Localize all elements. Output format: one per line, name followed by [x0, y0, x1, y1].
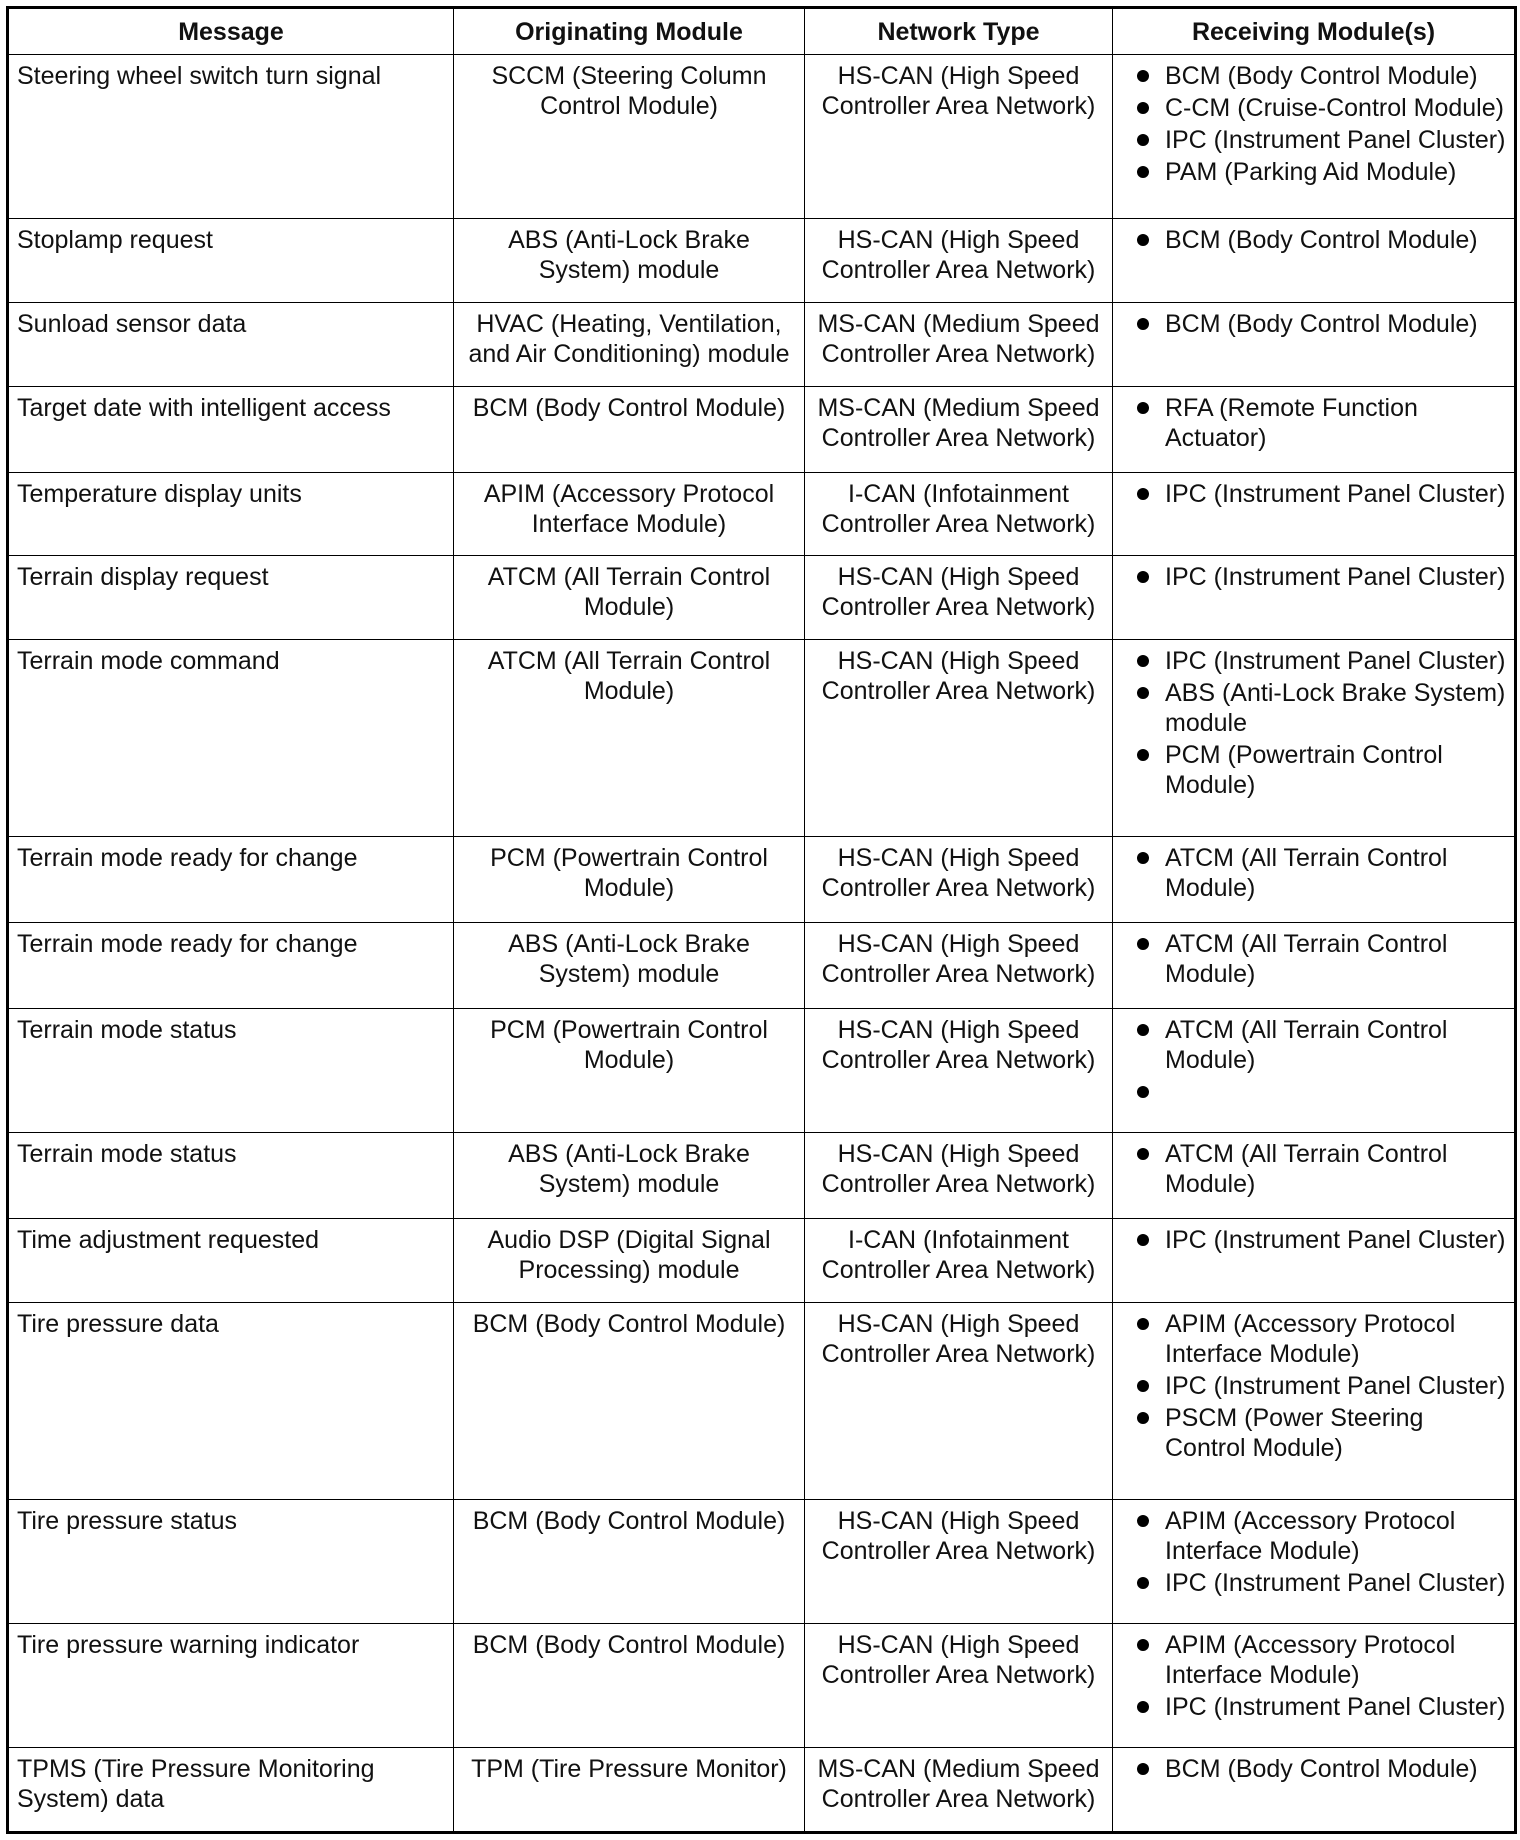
originating-module-cell: BCM (Body Control Module): [454, 1303, 805, 1500]
message-cell: Terrain mode ready for change: [8, 923, 454, 1009]
receiving-modules-cell: [1113, 837, 1516, 923]
receiving-module-item: [1121, 61, 1506, 91]
receiving-module-list: [1121, 309, 1506, 339]
table-row: [8, 1500, 1516, 1624]
receiving-module-label: IPC (Instrument Panel Cluster): [1165, 647, 1506, 676]
receiving-module-label: APIM (Accessory Protocol Interface Module): [1165, 1631, 1456, 1690]
receiving-module-list: [1121, 562, 1506, 592]
network-type-cell: MS-CAN (Medium Speed Controller Area Network): [805, 1747, 1113, 1832]
receiving-module-list: [1121, 1225, 1506, 1255]
bullet-icon: [1137, 134, 1149, 146]
message-cell: Terrain mode status: [8, 1133, 454, 1219]
bullet-icon: [1137, 1577, 1149, 1589]
network-type-cell: HS-CAN (High Speed Controller Area Network): [805, 837, 1113, 923]
originating-module-cell: BCM (Body Control Module): [454, 1624, 805, 1748]
receiving-modules-cell: [1113, 55, 1516, 219]
receiving-module-list: [1121, 1506, 1506, 1598]
receiving-module-item: [1121, 1309, 1506, 1369]
receiving-modules-cell: [1113, 1303, 1516, 1500]
message-cell: Time adjustment requested: [8, 1219, 454, 1303]
originating-module-cell: PCM (Powertrain Control Module): [454, 1009, 805, 1133]
receiving-module-item: [1121, 1139, 1506, 1199]
bullet-icon: [1137, 749, 1149, 761]
receiving-module-item: [1121, 393, 1506, 453]
receiving-module-label: IPC (Instrument Panel Cluster): [1165, 1226, 1506, 1255]
table-row: [8, 386, 1516, 472]
receiving-module-label: IPC (Instrument Panel Cluster): [1165, 563, 1506, 592]
network-type-cell: HS-CAN (High Speed Controller Area Network): [805, 55, 1113, 219]
message-cell: Tire pressure status: [8, 1500, 454, 1624]
receiving-module-list: [1121, 1139, 1506, 1199]
network-type-cell: HS-CAN (High Speed Controller Area Network): [805, 1303, 1113, 1500]
originating-module-cell: HVAC (Heating, Ventilation, and Air Conditioning) module: [454, 302, 805, 386]
bullet-icon: [1137, 102, 1149, 114]
receiving-module-item: [1121, 1568, 1506, 1598]
network-type-cell: HS-CAN (High Speed Controller Area Network): [805, 1624, 1113, 1748]
receiving-module-item: [1121, 93, 1506, 123]
receiving-module-label: PAM (Parking Aid Module): [1165, 158, 1457, 186]
receiving-module-item: [1121, 678, 1506, 738]
table-row: [8, 302, 1516, 386]
bullet-icon: [1137, 687, 1149, 699]
table-row: [8, 55, 1516, 219]
receiving-module-item: [1121, 125, 1506, 155]
receiving-module-item: [1121, 1630, 1506, 1690]
message-cell: Target date with intelligent access: [8, 386, 454, 472]
message-cell: Terrain display request: [8, 556, 454, 640]
message-cell: Stoplamp request: [8, 218, 454, 302]
receiving-module-label: APIM (Accessory Protocol Interface Module): [1165, 1507, 1456, 1566]
receiving-modules-cell: [1113, 556, 1516, 640]
message-cell: Terrain mode command: [8, 640, 454, 837]
receiving-module-label: PSCM (Power Steering Control Module): [1165, 1404, 1424, 1463]
message-cell: Tire pressure warning indicator: [8, 1624, 454, 1748]
table-row: [8, 1219, 1516, 1303]
bullet-icon: [1137, 1234, 1149, 1246]
message-cell: Steering wheel switch turn signal: [8, 55, 454, 219]
receiving-module-list: [1121, 393, 1506, 453]
receiving-module-label: ABS (Anti-Lock Brake System) module: [1165, 679, 1506, 738]
receiving-module-item: [1121, 1077, 1506, 1107]
network-message-table: [6, 6, 1517, 1834]
table-row: [8, 472, 1516, 556]
network-type-cell: MS-CAN (Medium Speed Controller Area Network): [805, 302, 1113, 386]
table-row: [8, 1747, 1516, 1832]
table-row: [8, 1303, 1516, 1500]
receiving-module-list: [1121, 225, 1506, 255]
receiving-module-label: BCM (Body Control Module): [1165, 62, 1478, 90]
network-type-cell: HS-CAN (High Speed Controller Area Network): [805, 218, 1113, 302]
header-originating-module: Originating Module: [454, 8, 805, 55]
receiving-module-label: IPC (Instrument Panel Cluster): [1165, 126, 1506, 154]
bullet-icon: [1137, 1515, 1149, 1527]
network-type-cell: HS-CAN (High Speed Controller Area Network): [805, 640, 1113, 837]
network-type-cell: HS-CAN (High Speed Controller Area Network): [805, 923, 1113, 1009]
receiving-modules-cell: [1113, 640, 1516, 837]
receiving-modules-cell: [1113, 1624, 1516, 1748]
originating-module-cell: PCM (Powertrain Control Module): [454, 837, 805, 923]
receiving-module-label: BCM (Body Control Module): [1165, 1754, 1478, 1783]
bullet-icon: [1137, 318, 1149, 330]
originating-module-cell: ATCM (All Terrain Control Module): [454, 556, 805, 640]
receiving-module-label: C-CM (Cruise-Control Module): [1165, 94, 1504, 122]
header-row: [8, 8, 1516, 55]
receiving-module-list: [1121, 646, 1506, 800]
receiving-module-list: [1121, 1630, 1506, 1722]
receiving-module-item: [1121, 1015, 1506, 1075]
header-message: Message: [8, 8, 454, 55]
message-cell: Terrain mode status: [8, 1009, 454, 1133]
receiving-module-label: PCM (Powertrain Control Module): [1165, 741, 1443, 800]
originating-module-cell: TPM (Tire Pressure Monitor): [454, 1747, 805, 1832]
bullet-icon: [1137, 1412, 1149, 1424]
receiving-module-list: [1121, 61, 1506, 187]
bullet-icon: [1137, 938, 1149, 950]
receiving-module-item: [1121, 479, 1506, 509]
receiving-module-list: [1121, 1015, 1506, 1107]
bullet-icon: [1137, 571, 1149, 583]
originating-module-cell: ABS (Anti-Lock Brake System) module: [454, 218, 805, 302]
table-row: [8, 640, 1516, 837]
message-cell: Sunload sensor data: [8, 302, 454, 386]
receiving-module-item: [1121, 225, 1506, 255]
header-network-type: Network Type: [805, 8, 1113, 55]
network-type-cell: I-CAN (Infotainment Controller Area Network): [805, 1219, 1113, 1303]
originating-module-cell: BCM (Body Control Module): [454, 1500, 805, 1624]
receiving-module-item: [1121, 1754, 1506, 1784]
bullet-icon: [1137, 1318, 1149, 1330]
table-row: [8, 1009, 1516, 1133]
network-type-cell: HS-CAN (High Speed Controller Area Network): [805, 556, 1113, 640]
receiving-modules-cell: [1113, 1500, 1516, 1624]
header-receiving-modules: Receiving Module(s): [1113, 8, 1516, 55]
network-type-cell: MS-CAN (Medium Speed Controller Area Network): [805, 386, 1113, 472]
receiving-module-label: IPC (Instrument Panel Cluster): [1165, 1569, 1506, 1598]
receiving-module-label: IPC (Instrument Panel Cluster): [1165, 1693, 1506, 1722]
network-type-cell: HS-CAN (High Speed Controller Area Network): [805, 1500, 1113, 1624]
originating-module-cell: SCCM (Steering Column Control Module): [454, 55, 805, 219]
receiving-module-item: [1121, 157, 1506, 187]
message-cell: Tire pressure data: [8, 1303, 454, 1500]
originating-module-cell: APIM (Accessory Protocol Interface Module): [454, 472, 805, 556]
receiving-module-item: [1121, 929, 1506, 989]
receiving-module-label: BCM (Body Control Module): [1165, 309, 1478, 338]
receiving-module-list: [1121, 929, 1506, 989]
table-row: [8, 556, 1516, 640]
network-type-cell: HS-CAN (High Speed Controller Area Network): [805, 1009, 1113, 1133]
table-row: [8, 1624, 1516, 1748]
receiving-module-item: [1121, 646, 1506, 676]
table-row: [8, 1133, 1516, 1219]
bullet-icon: [1137, 1148, 1149, 1160]
receiving-modules-cell: [1113, 1219, 1516, 1303]
table-row: [8, 923, 1516, 1009]
receiving-module-list: [1121, 1754, 1506, 1784]
receiving-module-list: [1121, 479, 1506, 509]
bullet-icon: [1137, 655, 1149, 667]
receiving-module-item: [1121, 1225, 1506, 1255]
receiving-module-item: [1121, 1692, 1506, 1722]
bullet-icon: [1137, 1763, 1149, 1775]
receiving-module-label: ATCM (All Terrain Control Module): [1165, 844, 1448, 903]
receiving-module-label: ATCM (All Terrain Control Module): [1165, 930, 1448, 989]
receiving-modules-cell: [1113, 472, 1516, 556]
receiving-modules-cell: [1113, 302, 1516, 386]
receiving-module-label: IPC (Instrument Panel Cluster): [1165, 1372, 1506, 1401]
receiving-module-item: [1121, 309, 1506, 339]
receiving-modules-cell: [1113, 386, 1516, 472]
originating-module-cell: ABS (Anti-Lock Brake System) module: [454, 1133, 805, 1219]
message-cell: Terrain mode ready for change: [8, 837, 454, 923]
message-cell: Temperature display units: [8, 472, 454, 556]
receiving-module-label: ATCM (All Terrain Control Module): [1165, 1016, 1448, 1075]
receiving-module-list: [1121, 843, 1506, 903]
receiving-module-list: [1121, 1309, 1506, 1463]
receiving-module-label: BCM (Body Control Module): [1165, 225, 1478, 254]
bullet-icon: [1137, 852, 1149, 864]
receiving-module-item: [1121, 562, 1506, 592]
bullet-icon: [1137, 166, 1149, 178]
receiving-module-item: [1121, 1506, 1506, 1566]
bullet-icon: [1137, 1701, 1149, 1713]
receiving-modules-cell: [1113, 923, 1516, 1009]
receiving-module-item: [1121, 1371, 1506, 1401]
table-body: [8, 55, 1516, 1833]
receiving-modules-cell: [1113, 1009, 1516, 1133]
receiving-modules-cell: [1113, 1133, 1516, 1219]
receiving-module-label: IPC (Instrument Panel Cluster): [1165, 479, 1506, 508]
table-row: [8, 218, 1516, 302]
receiving-module-label: RFA (Remote Function Actuator): [1165, 393, 1418, 452]
message-cell: TPMS (Tire Pressure Monitoring System) data: [8, 1747, 454, 1832]
bullet-icon: [1137, 402, 1149, 414]
receiving-modules-cell: [1113, 218, 1516, 302]
bullet-icon: [1137, 1024, 1149, 1036]
receiving-module-item: [1121, 1403, 1506, 1463]
network-type-cell: HS-CAN (High Speed Controller Area Network): [805, 1133, 1113, 1219]
receiving-module-label: APIM (Accessory Protocol Interface Module): [1165, 1310, 1456, 1369]
bullet-icon: [1137, 1380, 1149, 1392]
originating-module-cell: ABS (Anti-Lock Brake System) module: [454, 923, 805, 1009]
receiving-modules-cell: [1113, 1747, 1516, 1832]
network-type-cell: I-CAN (Infotainment Controller Area Network): [805, 472, 1113, 556]
receiving-module-item: [1121, 740, 1506, 800]
bullet-icon: [1137, 1639, 1149, 1651]
receiving-module-item: [1121, 843, 1506, 903]
bullet-icon: [1137, 1086, 1149, 1098]
originating-module-cell: ATCM (All Terrain Control Module): [454, 640, 805, 837]
bullet-icon: [1137, 70, 1149, 82]
bullet-icon: [1137, 488, 1149, 500]
table-row: [8, 837, 1516, 923]
originating-module-cell: Audio DSP (Digital Signal Processing) module: [454, 1219, 805, 1303]
originating-module-cell: BCM (Body Control Module): [454, 386, 805, 472]
bullet-icon: [1137, 234, 1149, 246]
receiving-module-label: ATCM (All Terrain Control Module): [1165, 1140, 1448, 1199]
